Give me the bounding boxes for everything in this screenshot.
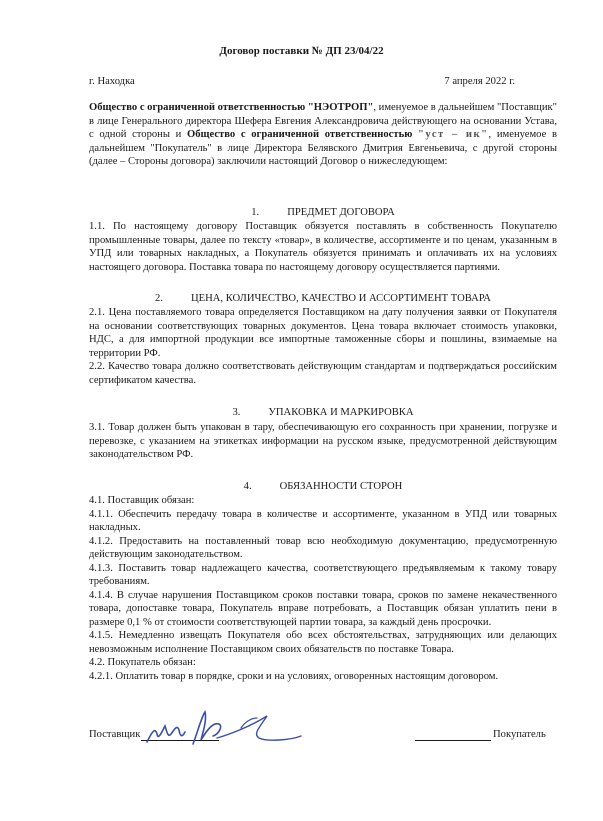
section-2-body — [89, 306, 557, 387]
clause-4-2: 4.2. Покупатель обязан: — [89, 657, 196, 668]
section-3-number: 3. — [232, 407, 241, 418]
intro-paragraph — [89, 101, 557, 169]
section-4-body — [89, 494, 557, 683]
section-2-number: 2. — [155, 293, 163, 304]
clause-3-1: 3.1. Товар должен быть упакован в тару, обеспечивающую его сохранность при хранении, погрузке и перевозке, с указанием на этикетках информации на русском языке, предусмотренной действующим законодательством РФ. — [89, 422, 557, 460]
section-2-heading — [89, 292, 557, 306]
clause-4-1-4: 4.1.4. В случае нарушения Поставщиком сроков поставки товара, сроков по замене некачественного товара, допоставке товара, Покупатель вправе потребовать, а Поставщик обязан уплатить пени в размере 0,1 % от стоимости соответствующей партии товара, за каждый день просрочки. — [89, 589, 557, 628]
section-1-heading — [89, 206, 557, 220]
clause-4-1: 4.1. Поставщик обязан: — [89, 495, 195, 506]
section-2-title: ЦЕНА, КОЛИЧЕСТВО, КАЧЕСТВО И АССОРТИМЕНТ ТОВАРА — [190, 293, 491, 304]
buyer-signature-line — [415, 740, 491, 741]
clause-4-1-1: 4.1.1. Обеспечить передачу товара в количестве и ассортименте, указанном в УПД или товарных накладных. — [89, 508, 557, 533]
clause-4-1-3: 4.1.3. Поставить товар надлежащего качества, соответствующего предъявляемым к такому товару требованиям. — [89, 562, 557, 587]
section-1-number: 1. — [251, 207, 260, 218]
clause-2-2: 2.2. Качество товара должно соответствовать действующим стандартам и подтверждаться российским сертификатом качества. — [89, 361, 557, 386]
supplier-signature-label: Поставщик — [89, 729, 141, 740]
clause-4-1-2: 4.1.2. Предоставить на поставленный товар всю необходимую документацию, предусмотренную действующим законодательством. — [89, 535, 557, 560]
clause-4-2-1: 4.2.1. Оплатить товар в порядке, сроки и на условиях, оговоренных настоящим договором. — [89, 670, 499, 682]
signatures-row — [89, 726, 549, 750]
buyer-name-prefix: Общество с ограниченной ответственностью — [187, 129, 413, 140]
section-4-title: ОБЯЗАННОСТИ СТОРОН — [279, 481, 403, 492]
section-1-title: ПРЕДМЕТ ДОГОВОРА — [287, 207, 395, 218]
section-4-heading — [89, 480, 557, 494]
document-city: г. Находка — [89, 76, 135, 87]
clause-2-1: 2.1. Цена поставляемого товара определяется Поставщиком на дату получения заявки от Покупателя на основании соответствующих товарных документов. Цена товара включает стоимость упаковки, НДС, а для импортной продукции все импортные таможенные сборы и пошлины, взимаемые на территории РФ. — [89, 307, 557, 359]
section-4-number: 4. — [243, 481, 252, 492]
document-date: 7 апреля 2022 г. — [444, 76, 515, 87]
section-1-body — [89, 220, 557, 274]
intro-text-part1: , именуемое в дальнейшем "Поставщик" в лице Генерального директора Шефера Евгения Александровича действующего на основании Устава, с одной стороны и — [89, 102, 557, 140]
section-3-title: УПАКОВКА И МАРКИРОВКА — [268, 407, 414, 418]
section-3-heading — [89, 406, 557, 420]
clause-1-1: 1.1. По настоящему договору Поставщик обязуется поставлять в собственность Покупателю промышленные товары, далее по тексту «товар», в количестве, ассортименте и по ценам, указанным в УПД или товарных накладных, а Покупатель обязуется принимать и оплачивать их на условиях настоящего договора. Поставка товара по настоящему договору осуществляется партиями. — [89, 221, 557, 273]
clause-4-1-5: 4.1.5. Немедленно извещать Покупателя обо всех обстоятельствах, затрудняющих или делающих невозможным исполнение Поставщиком своих обязательств по поставке Товара. — [89, 630, 557, 655]
section-3-body — [89, 421, 557, 462]
document-title: Договор поставки № ДП 23/04/22 — [219, 45, 384, 57]
supplier-handwritten-signature — [141, 704, 311, 748]
buyer-name-faded: "уст – ик" — [418, 129, 489, 140]
intro-text-part2: , именуемое в дальнейшем "Покупатель" в лице Директора Белявского Дмитрия Евгеньевича, с другой стороны (далее – Стороны договора) заключили настоящий Договор о нижеследующем: — [89, 129, 557, 167]
supplier-name: Общество с ограниченной ответственностью "НЭОТРОП" — [89, 102, 374, 113]
buyer-signature-label: Покупатель — [493, 729, 546, 740]
